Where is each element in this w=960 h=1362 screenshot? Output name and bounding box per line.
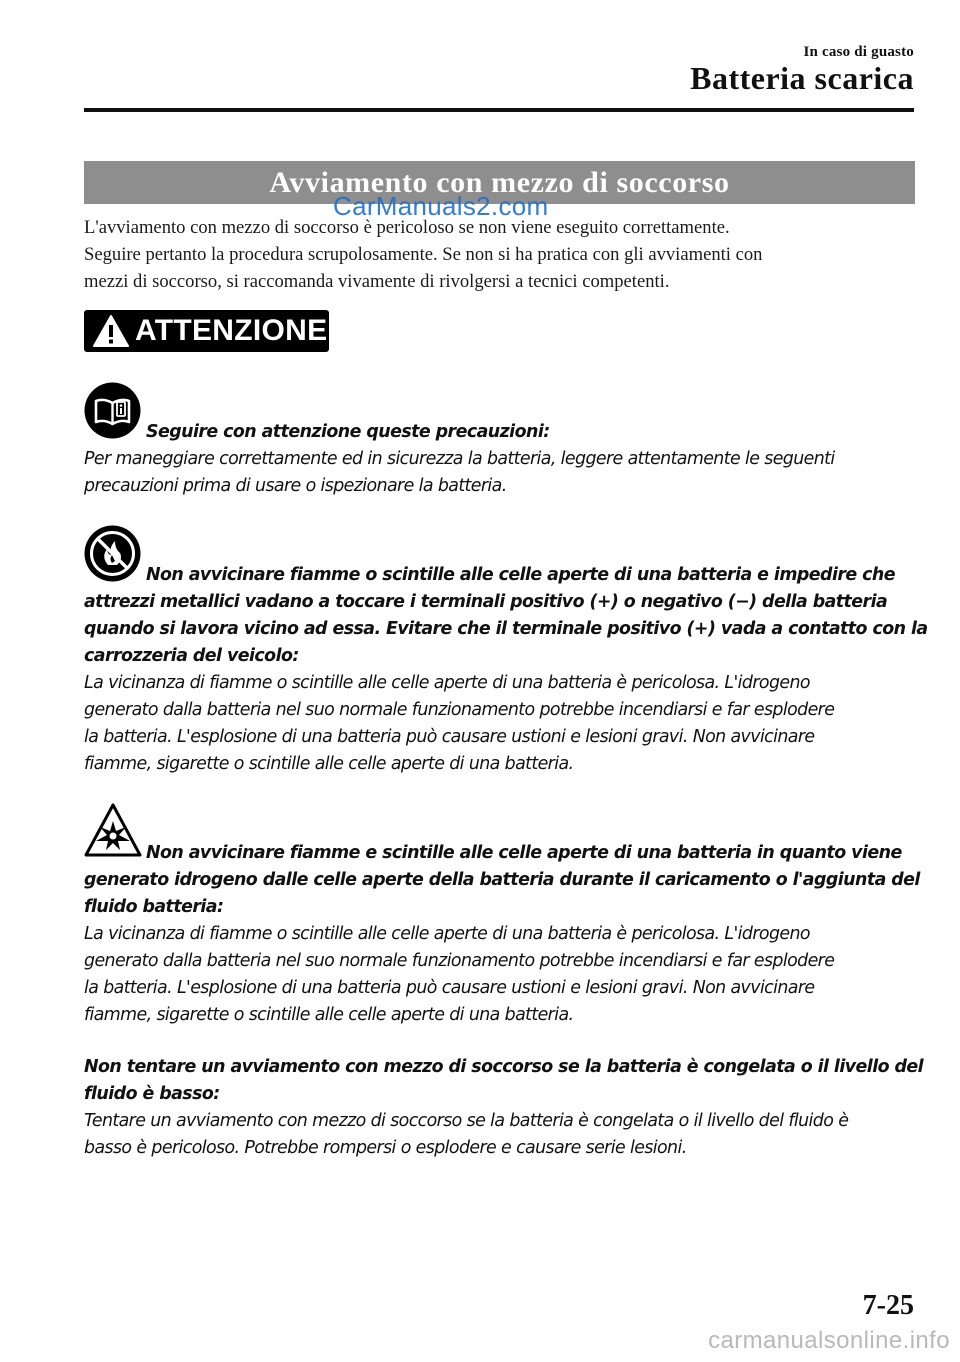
- block-body-line: basso è pericoloso. Potrebbe rompersi o esplodere e causare serie lesioni.: [84, 1138, 687, 1158]
- intro-line: Seguire pertanto la procedura scrupolosamente. Se non si ha pratica con gli avviamenti con: [84, 244, 763, 265]
- page-title: Batteria scarica: [690, 60, 914, 96]
- precaution-block-4: [84, 1054, 924, 1162]
- block-heading-line: attrezzi metallici vadano a toccare i terminali positivo (+) o negativo (−) della batteria: [84, 592, 888, 612]
- warning-triangle-icon: [92, 314, 130, 348]
- block-body-line: Tentare un avviamento con mezzo di soccorso se la batteria è congelata o il livello del fluido è: [84, 1111, 849, 1131]
- precaution-block-1: [84, 419, 924, 500]
- block-heading-line: Non avvicinare fiamme o scintille alle celle aperte di una batteria e impedire che: [146, 565, 895, 585]
- header-rule: [84, 108, 914, 112]
- block-body-line: fiamme, sigarette o scintille alle celle aperte di una batteria.: [84, 754, 574, 774]
- warning-badge: [84, 310, 329, 352]
- watermark-bottom: carmanualsonline.info: [708, 1327, 950, 1354]
- block-heading-line: fluido batteria:: [84, 897, 224, 917]
- intro-line: mezzi di soccorso, si raccomanda vivamente di rivolgersi a tecnici competenti.: [84, 271, 670, 292]
- block-body-line: generato dalla batteria nel suo normale funzionamento potrebbe incendiarsi e far esplodere: [84, 951, 835, 971]
- page-number: 7-25: [862, 1290, 914, 1321]
- precaution-block-2: [84, 562, 928, 778]
- watermark-top: CarManuals2.com: [333, 191, 549, 221]
- intro-line: L'avviamento con mezzo di soccorso è pericoloso se non viene eseguito correttamente.: [84, 217, 730, 238]
- block-body-line: fiamme, sigarette o scintille alle celle aperte di una batteria.: [84, 1005, 574, 1025]
- block-body-line: la batteria. L'esplosione di una batteria può causare ustioni e lesioni gravi. Non avvicinare: [84, 978, 815, 998]
- block-body-line: Per maneggiare correttamente ed in sicurezza la batteria, leggere attentamente le seguenti: [84, 449, 835, 469]
- block-body-line: generato dalla batteria nel suo normale funzionamento potrebbe incendiarsi e far esplodere: [84, 700, 835, 720]
- block-heading-line: quando si lavora vicino ad essa. Evitare che il terminale positivo (+) vada a contatto con la: [84, 619, 928, 639]
- block-heading-line: fluido è basso:: [84, 1084, 220, 1104]
- section-title-bar: Avviamento con mezzo di soccorso: [84, 161, 915, 204]
- block-heading-line: Non avvicinare fiamme e scintille alle celle aperte di una batteria in quanto viene: [146, 843, 902, 863]
- block-heading-line: generato idrogeno dalle celle aperte della batteria durante il caricamento o l'aggiunta del: [84, 870, 920, 890]
- intro-paragraph: [84, 214, 924, 295]
- block-heading-line: carrozzeria del veicolo:: [84, 646, 299, 666]
- warning-label: ATTENZIONE: [135, 314, 328, 347]
- block-heading-line: Non tentare un avviamento con mezzo di soccorso se la batteria è congelata o il livello del: [84, 1057, 924, 1077]
- block-body-line: La vicinanza di fiamme o scintille alle celle aperte di una batteria è pericolosa. L'idrogeno: [84, 673, 810, 693]
- precaution-block-3: [84, 840, 924, 1029]
- chapter-label: In caso di guasto: [803, 44, 914, 60]
- block-body-line: la batteria. L'esplosione di una batteria può causare ustioni e lesioni gravi. Non avvicinare: [84, 727, 815, 747]
- block-body-line: La vicinanza di fiamme o scintille alle celle aperte di una batteria è pericolosa. L'idrogeno: [84, 924, 810, 944]
- block-heading-line: Seguire con attenzione queste precauzioni:: [146, 422, 550, 442]
- block-body-line: precauzioni prima di usare o ispezionare la batteria.: [84, 476, 507, 496]
